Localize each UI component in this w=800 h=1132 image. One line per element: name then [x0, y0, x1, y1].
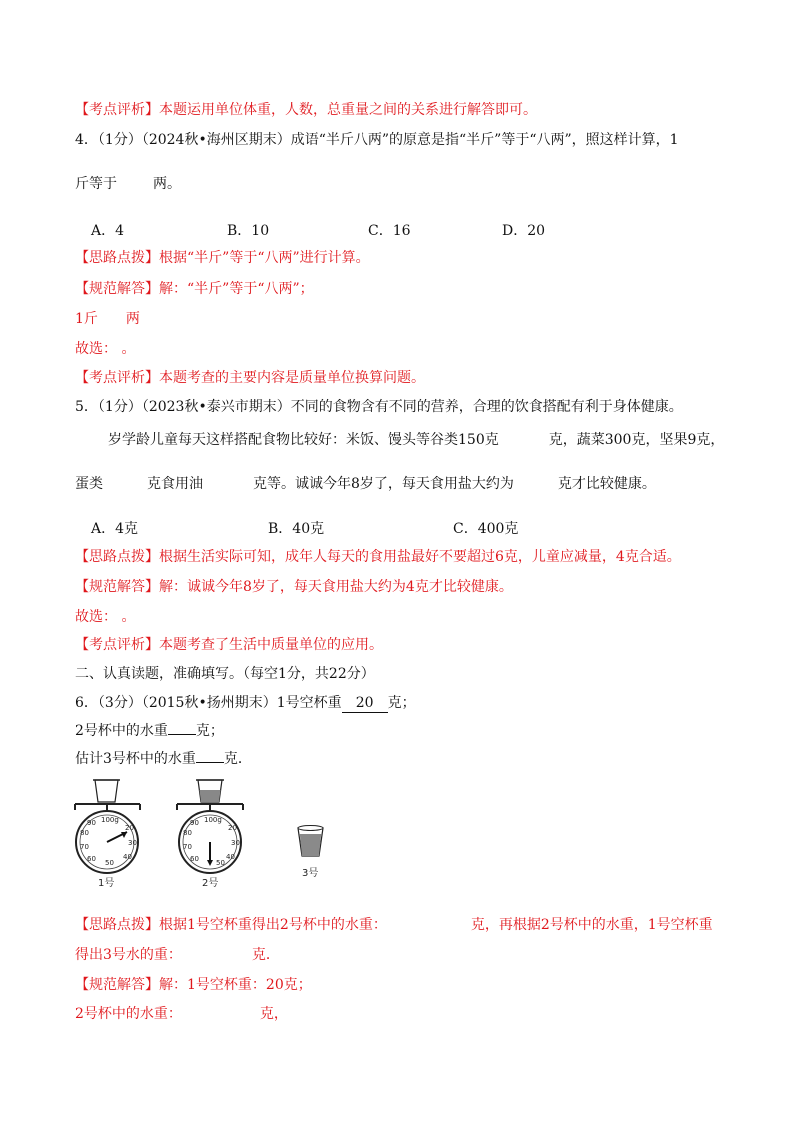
- q6-stem-line2: [75, 722, 224, 740]
- q5-stem-line1: 5．（1分）（2023秋•泰兴市期末）不同的食物含有不同的营养，合理的饮食搭配有利于身体健康。: [75, 399, 683, 415]
- q5-analysis-line: [75, 636, 383, 654]
- tick-label: 50: [216, 859, 225, 867]
- hint-text: 克，再根据2号杯中的水重，1号空杯重: [470, 917, 713, 933]
- solution-part: 2号杯中的水重：: [75, 1006, 182, 1022]
- q4-option-d: D．20: [502, 223, 546, 239]
- solution-text: 解：1号空杯重：20克；: [159, 977, 312, 993]
- analysis-tag: 【考点评析】: [75, 637, 159, 653]
- hint-tag: 【思路点拨】: [75, 250, 159, 266]
- scale-1: [75, 780, 140, 889]
- q5-option-c: C．400克: [453, 521, 519, 537]
- analysis-text: 本题考查了生活中质量单位的应用。: [159, 637, 383, 653]
- q5-solution-line: [75, 578, 513, 596]
- hint-text: 根据生活实际可知，成年人每天的食用盐最好不要超过6克，儿童应减量，4克合适。: [159, 549, 681, 565]
- q6-stem-part: 克；: [195, 723, 224, 739]
- q5-stem-part: 克才比较健康。: [557, 476, 656, 492]
- tick-label: 70: [183, 843, 192, 851]
- analysis-text: 本题考查的主要内容是质量单位换算问题。: [159, 370, 425, 386]
- tick-label: 100g: [204, 816, 222, 824]
- q6-hint-line: [75, 916, 713, 934]
- q5-stem-part: 克，蔬菜300克，坚果9克，: [548, 432, 725, 448]
- hint-text: 得出3号水的重：: [75, 947, 182, 963]
- q5-stem-part: 克食用油: [147, 476, 203, 492]
- q6-stem-part: 2号杯中的水重: [75, 723, 168, 739]
- q4-choose-line: 故选： 。: [75, 341, 136, 357]
- solution-tag: 【规范解答】: [75, 977, 159, 993]
- tick-label: 90: [190, 819, 199, 827]
- q6-hint-line2: [75, 946, 280, 964]
- q5-stem-line3: [75, 475, 656, 493]
- solution-text: 解：“半斤”等于“八两”；: [159, 281, 314, 297]
- tick-label: 50: [105, 859, 114, 867]
- q6-stem-part: 估计3号杯中的水重: [75, 751, 196, 767]
- q6-stem-part: 克；: [387, 695, 416, 711]
- q6-stem-line1: [75, 694, 416, 713]
- q5-option-b: B．40克: [268, 521, 325, 537]
- q5-stem-line2: [108, 431, 724, 449]
- tick-label: 40: [123, 853, 132, 861]
- cup-3: [298, 826, 323, 880]
- q4-solution-line: [75, 280, 314, 298]
- scale-2: [177, 780, 243, 889]
- q5-stem-part: 岁学龄儿童每天这样搭配食物比较好：米饭、馒头等谷类150克: [108, 432, 499, 448]
- analysis-line-q3: [75, 101, 537, 119]
- q5-choose-line: 故选： 。: [75, 609, 136, 625]
- q4-stem-line2: [75, 175, 181, 193]
- q4-stem-part: 两。: [153, 176, 181, 192]
- q5-hint-line: [75, 548, 681, 566]
- q6-solution-line2: [75, 1005, 288, 1023]
- hint-tag: 【思路点拨】: [75, 917, 159, 933]
- q4-option-c: C．16: [368, 223, 411, 239]
- q4-option-a: A．4: [91, 223, 125, 239]
- tick-label: 70: [80, 843, 89, 851]
- q6-stem-part: 6．（3分）（2015秋•扬州期末）1号空杯重: [75, 695, 342, 711]
- analysis-text: 本题运用单位体重，人数，总重量之间的关系进行解答即可。: [159, 102, 537, 118]
- hint-text: 根据“半斤”等于“八两”进行计算。: [159, 250, 370, 266]
- q6-solution-line: [75, 976, 312, 994]
- scale-label: 1号: [98, 878, 115, 889]
- q4-analysis-line: [75, 369, 425, 387]
- solution-tag: 【规范解答】: [75, 281, 159, 297]
- q5-stem-part: 克等。诚诚今年8岁了，每天食用盐大约为: [253, 476, 514, 492]
- q4-option-b: B．10: [227, 223, 270, 239]
- solution-part: 1斤: [75, 311, 98, 327]
- solution-part: 克，: [259, 1006, 288, 1022]
- hint-text: 克．: [251, 947, 280, 963]
- analysis-tag: 【考点评析】: [75, 370, 159, 386]
- q5-stem-part: 蛋类: [75, 476, 103, 492]
- tick-label: 40: [226, 853, 235, 861]
- scales-figure: [70, 772, 370, 890]
- tick-label: 90: [87, 819, 96, 827]
- q4-solution-line2: [75, 310, 140, 328]
- tick-label: 60: [190, 855, 199, 863]
- tick-label: 60: [87, 855, 96, 863]
- q6-answer-blank: 20: [342, 694, 388, 713]
- tick-label: 20: [125, 824, 134, 832]
- hint-text: 根据1号空杯重得出2号杯中的水重：: [159, 917, 387, 933]
- q4-stem-part: 斤等于: [75, 176, 117, 192]
- q5-option-a: A．4克: [91, 521, 139, 537]
- tick-label: 100g: [101, 816, 119, 824]
- tick-label: 80: [80, 829, 89, 837]
- q6-stem-line3: [75, 750, 252, 768]
- section-title: 二、认真读题，准确填写。（每空1分，共22分）: [75, 666, 375, 682]
- q4-hint-line: [75, 249, 370, 267]
- tick-label: 30: [128, 839, 137, 847]
- tick-label: 20: [228, 824, 237, 832]
- analysis-tag: 【考点评析】: [75, 102, 159, 118]
- scale-label: 2号: [202, 878, 219, 889]
- q4-stem-line1: 4．（1分）（2024秋•海州区期末）成语“半斤八两”的原意是指“半斤”等于“八两”，照这样计算，1: [75, 132, 679, 148]
- solution-text: 解：诚诚今年8岁了，每天食用盐大约为4克才比较健康。: [159, 579, 513, 595]
- q6-stem-part: 克．: [223, 751, 252, 767]
- solution-part: 两: [125, 311, 140, 327]
- tick-label: 30: [231, 839, 240, 847]
- hint-tag: 【思路点拨】: [75, 549, 159, 565]
- cup-label: 3号: [302, 868, 319, 879]
- solution-tag: 【规范解答】: [75, 579, 159, 595]
- tick-label: 80: [183, 829, 192, 837]
